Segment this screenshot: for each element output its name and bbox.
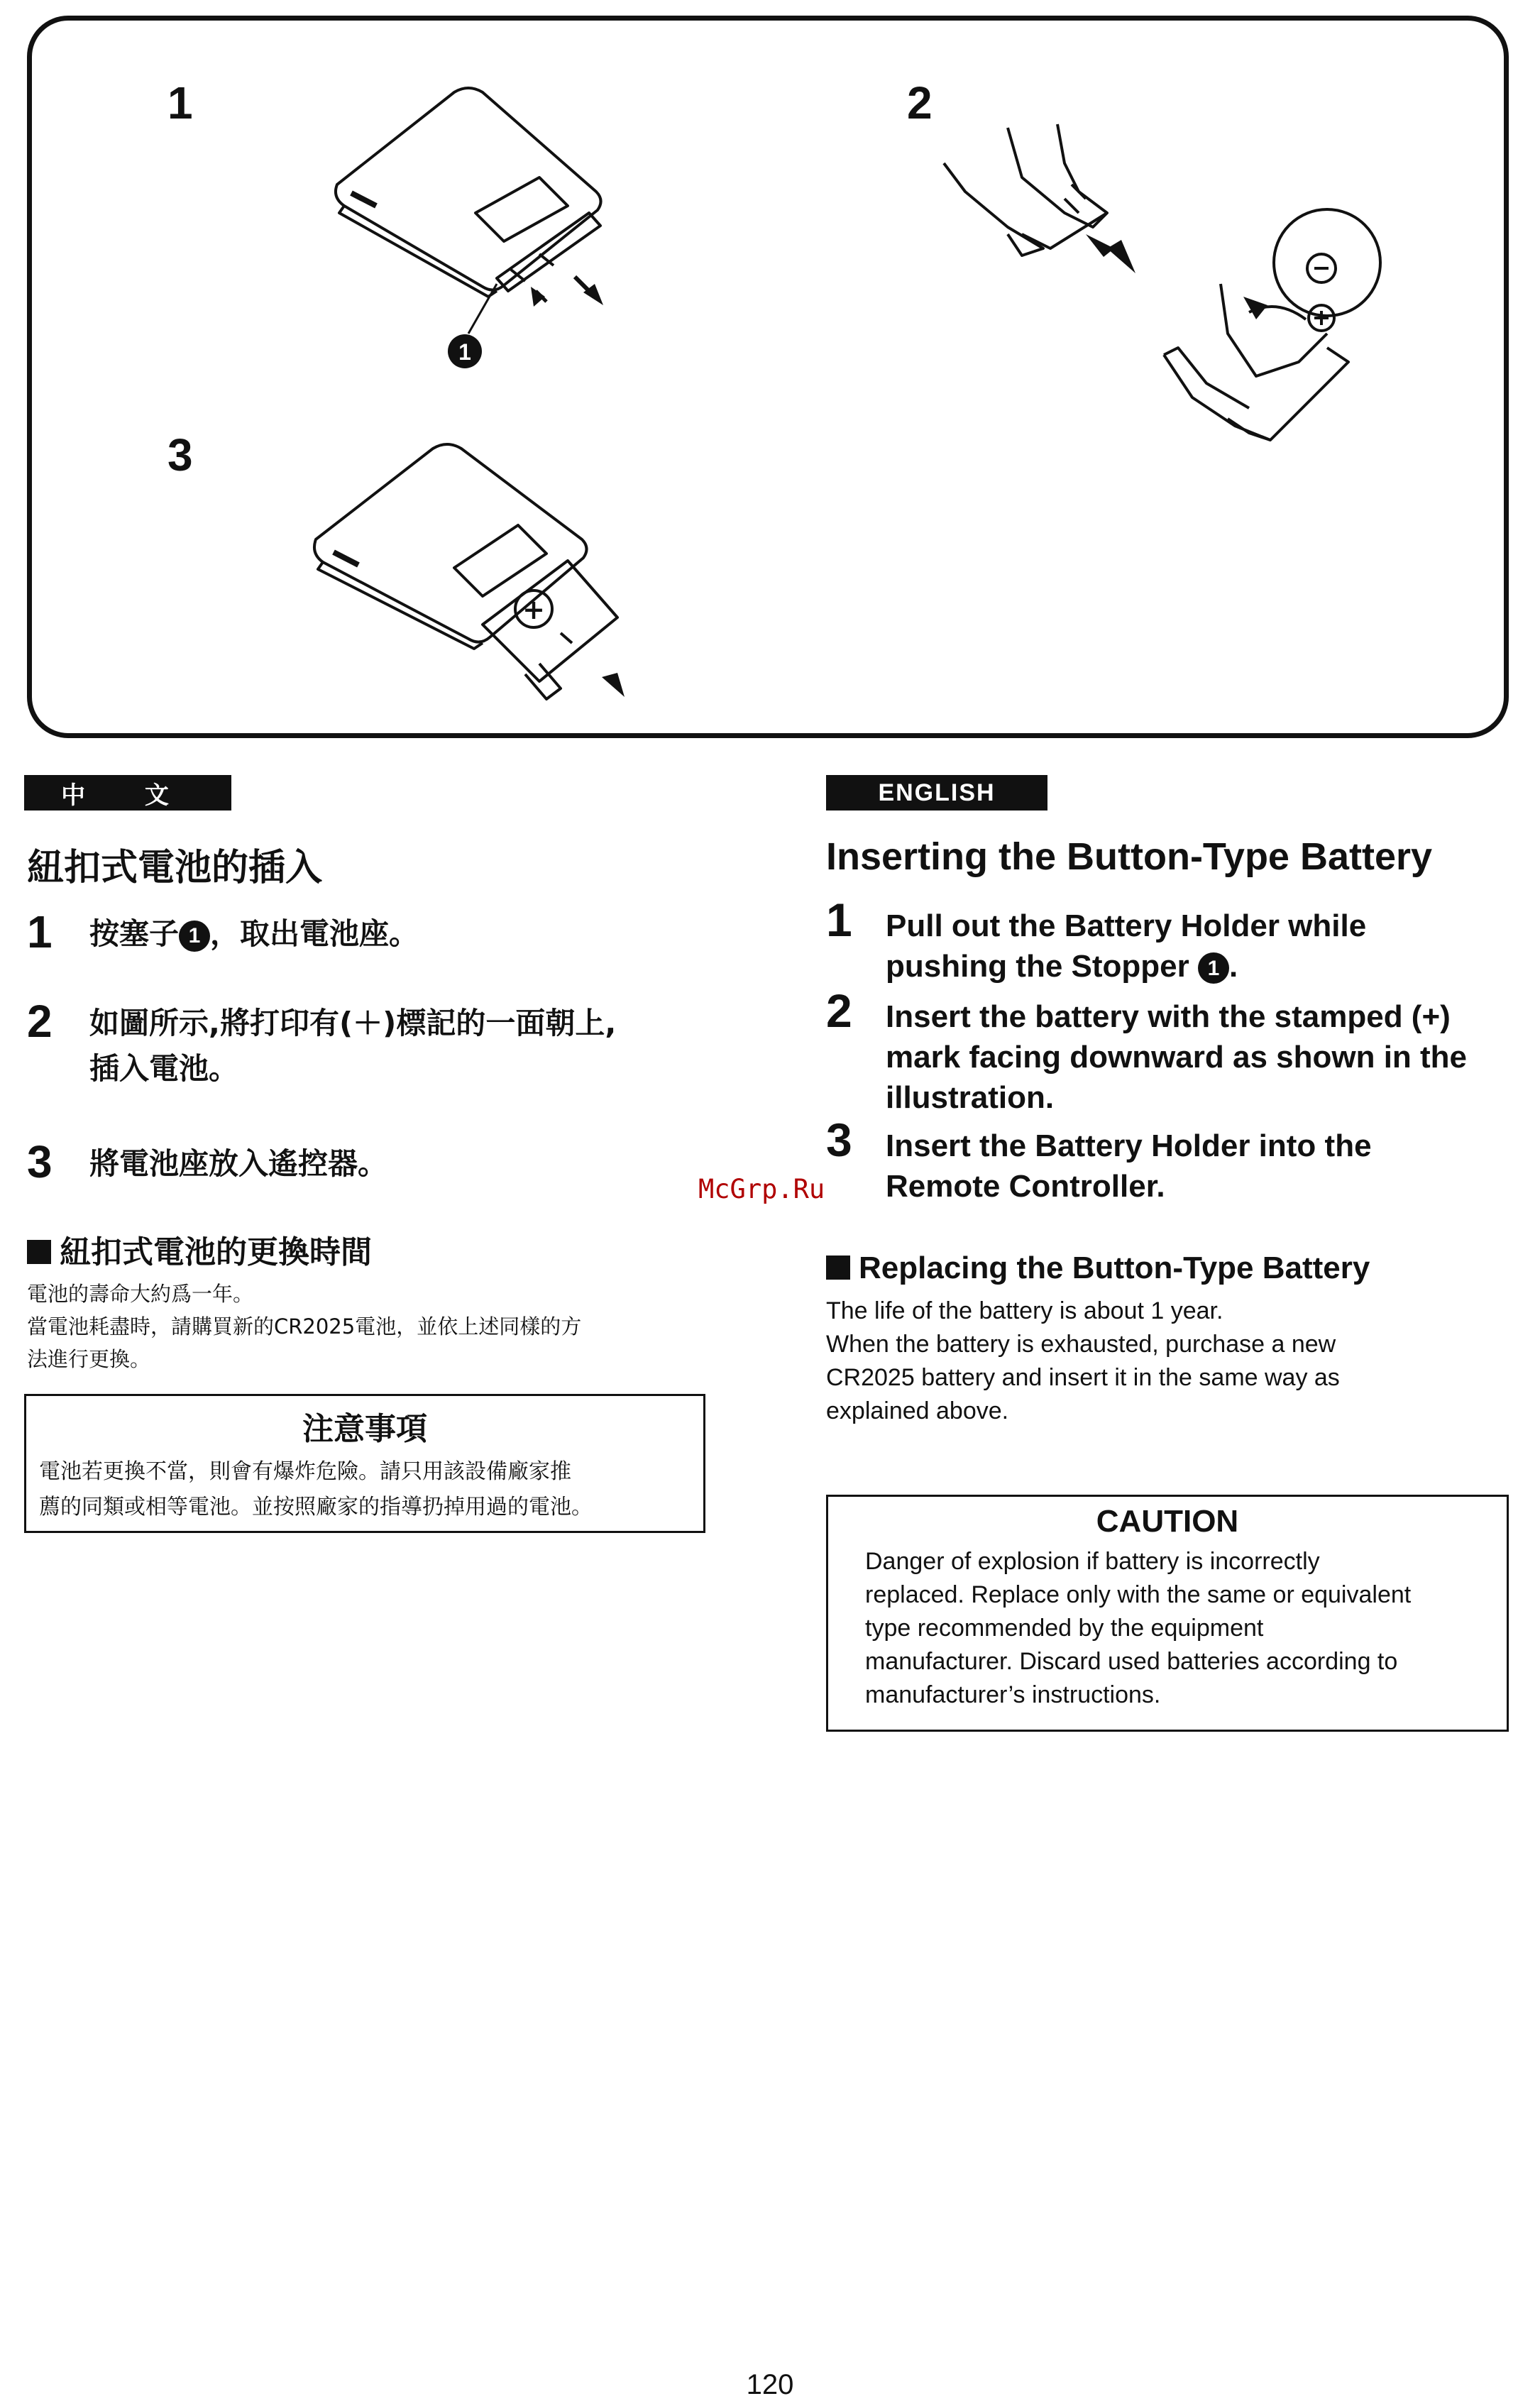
coin-battery-drawing [1274, 209, 1380, 316]
en-replace-body [826, 1295, 1340, 1428]
zh-step-1-part-b: ，取出電池座。 [210, 916, 419, 951]
square-bullet-icon [27, 1240, 51, 1264]
en-step-2-number: 2 [826, 984, 852, 1037]
watermark-text: McGrp.Ru [698, 1174, 825, 1204]
zh-replace-line-3: 法進行更換。 [27, 1347, 151, 1371]
en-section-title: Inserting the Button-Type Battery [826, 835, 1433, 878]
en-caution-text [865, 1545, 1490, 1712]
remote-step1-drawing [336, 88, 601, 297]
zh-caution-text [39, 1454, 699, 1525]
zh-step-2-number: 2 [27, 996, 53, 1047]
arrow-icon [1243, 297, 1267, 319]
zh-step-2-line-2: 插入電池。 [89, 1051, 239, 1086]
en-caution-line-1: Danger of explosion if battery is incorrectly [865, 1548, 1320, 1575]
chinese-language-tab: 中 文 [24, 775, 231, 811]
zh-step-3-number: 3 [27, 1136, 53, 1187]
arrow-icon [1107, 240, 1135, 273]
stopper-number-icon: 1 [1198, 952, 1229, 984]
battery-minus-label: ⊖ [1321, 274, 1322, 275]
callout-number: 1 [458, 339, 471, 365]
page-number: 120 [746, 2369, 794, 2400]
square-bullet-icon [826, 1256, 850, 1280]
zh-caution-line-1: 電池若更換不當，則會有爆炸危險。請只用該設備廠家推 [39, 1459, 571, 1484]
en-caution-line-5: manufacturer’s instructions. [865, 1681, 1161, 1708]
zh-step-1-text [89, 911, 419, 957]
en-step-3-line-2: Remote Controller. [886, 1169, 1165, 1204]
zh-step-1-part-a: 按塞子 [89, 916, 180, 951]
en-replace-heading [826, 1251, 1370, 1286]
stopper-number-icon: 1 [179, 921, 210, 952]
en-caution-line-4: manufacturer. Discard used batteries according to [865, 1648, 1398, 1675]
en-step-1-number: 1 [826, 894, 852, 946]
illus-step-2-number: 2 [907, 77, 933, 128]
zh-section-title: 紐扣式電池的插入 [27, 847, 323, 889]
arrow-icon [602, 673, 625, 697]
en-step-1-text [886, 906, 1366, 987]
english-language-tab: ENGLISH [826, 775, 1047, 811]
en-caution-line-2: replaced. Replace only with the same or equivalent [865, 1581, 1412, 1608]
zh-caution-title: 注意事項 [302, 1411, 427, 1447]
en-replace-line-1: The life of the battery is about 1 year. [826, 1297, 1223, 1324]
remote-step3-drawing [314, 444, 617, 699]
en-replace-title: Replacing the Button-Type Battery [859, 1251, 1370, 1285]
en-caution-line-3: type recommended by the equipment [865, 1615, 1264, 1642]
en-replace-line-4: explained above. [826, 1397, 1009, 1424]
en-step-2-text [886, 996, 1467, 1118]
en-step-2-line-3: illustration. [886, 1080, 1055, 1115]
battery-illustration [0, 0, 1540, 752]
holder-plus-label: + [522, 594, 545, 625]
zh-replace-title: 紐扣式電池的更換時間 [60, 1234, 372, 1270]
en-step-1-line-2: pushing the Stopper 1 . [886, 949, 1238, 984]
en-step-1-line-2-text: pushing the Stopper [886, 949, 1189, 984]
arrow-icon [531, 287, 545, 307]
zh-replace-heading [27, 1226, 372, 1272]
en-step-3-line-1: Insert the Battery Holder into the [886, 1128, 1372, 1163]
en-replace-line-2: When the battery is exhausted, purchase a new [826, 1331, 1336, 1358]
en-caution-box [826, 1495, 1509, 1732]
en-step-1-line-1: Pull out the Battery Holder while [886, 908, 1367, 943]
zh-step-3-text: 將電池座放入遙控器。 [89, 1146, 388, 1181]
zh-step-2-line-1: 如圖所示,將打印有(＋)標記的一面朝上, [89, 1006, 617, 1040]
illus-step-1-number: 1 [167, 77, 193, 128]
zh-caution-line-2: 薦的同類或相等電池。並按照廠家的指導扔掉用過的電池。 [39, 1495, 593, 1520]
zh-replace-line-1: 電池的壽命大約爲一年。 [27, 1282, 254, 1306]
en-step-3-number: 3 [826, 1114, 852, 1166]
en-step-3-text [886, 1126, 1372, 1207]
battery-holder-drawing [944, 124, 1107, 256]
illus-step-3-number: 3 [167, 429, 193, 480]
zh-replace-line-2: 當電池耗盡時，請購買新的CR2025電池，並依上述同樣的方 [27, 1314, 582, 1339]
en-step-2-line-2: mark facing downward as shown in the [886, 1040, 1468, 1075]
zh-step-1-number: 1 [27, 906, 53, 957]
en-caution-title: CAUTION [1096, 1504, 1239, 1539]
en-step-2-line-1: Insert the battery with the stamped (+) [886, 999, 1451, 1034]
en-replace-line-3: CR2025 battery and insert it in the same way as [826, 1364, 1340, 1391]
zh-caution-box [24, 1394, 705, 1533]
